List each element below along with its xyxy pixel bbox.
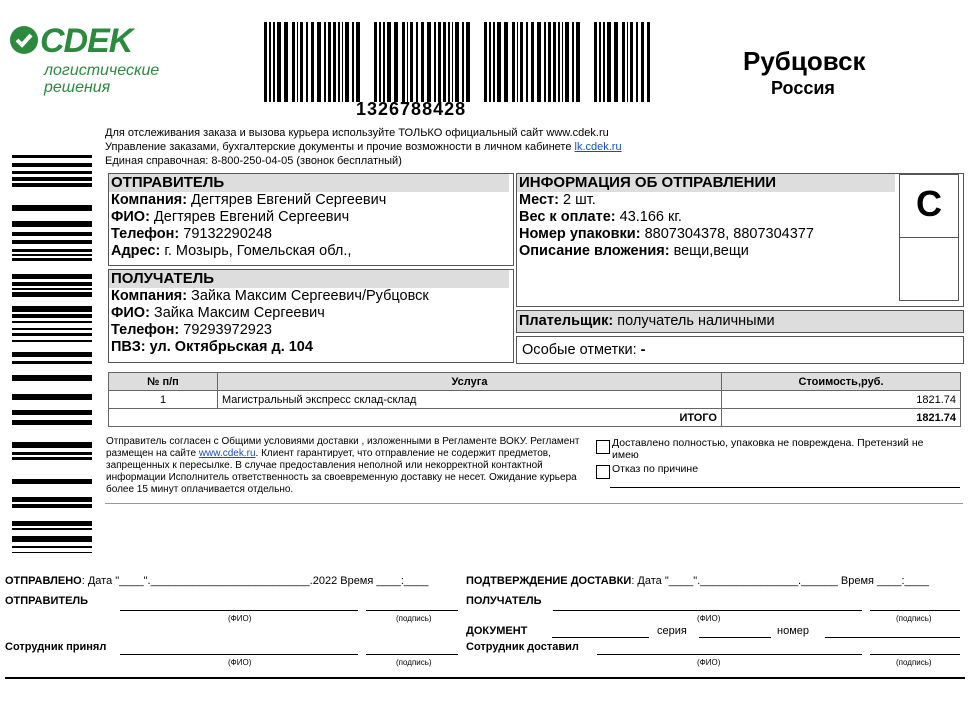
barcode-bar: [438, 22, 441, 102]
barcode-bar: [572, 22, 574, 102]
barcode-bar: [647, 22, 650, 102]
barcode-bar: [12, 361, 92, 364]
barcode-bar: [466, 22, 470, 102]
destination-city: Рубцовск: [743, 46, 866, 76]
barcode-bar: [12, 163, 92, 167]
doc-line[interactable]: [552, 637, 649, 638]
shipment-desc: Описание вложения: вещи,вещи: [519, 243, 749, 259]
cdek-link[interactable]: www.cdek.ru: [198, 448, 256, 459]
sender-phone: Телефон: 79132290248: [111, 226, 272, 242]
barcode-bar: [12, 504, 92, 508]
logo-tagline: логистические решения: [44, 62, 160, 96]
recipient-phone: Телефон: 79293972923: [111, 322, 272, 338]
barcode-bar: [12, 292, 92, 297]
barcode-bar: [12, 177, 92, 181]
barcode-bar: [12, 274, 92, 279]
barcode-bar: [630, 22, 633, 102]
barcode-bar: [12, 394, 92, 400]
barcode-bar: [324, 22, 326, 102]
barcode-bar: [562, 22, 563, 102]
barcode-bar: [12, 528, 92, 530]
col-service: Услуга: [218, 373, 722, 391]
barcode-bar: [517, 22, 518, 102]
barcode-bar: [636, 22, 638, 102]
shipment-code: С: [900, 175, 958, 238]
shipment-header: ИНФОРМАЦИЯ ОБ ОТПРАВЛЕНИИ: [517, 174, 895, 192]
payer-box: [516, 310, 964, 333]
barcode-bar: [594, 22, 597, 102]
barcode-bar: [520, 22, 523, 102]
barcode-bar: [352, 22, 354, 102]
divider: [105, 503, 963, 504]
side-barcode: [12, 155, 92, 553]
recipient-sign-line[interactable]: [870, 610, 960, 611]
tracking-number: 1326788428: [356, 99, 467, 119]
delivered-sign-line[interactable]: [870, 654, 960, 655]
barcode-bar: [641, 22, 644, 102]
barcode-bar: [526, 22, 528, 102]
barcode-bar: [12, 171, 92, 174]
barcode-bar: [497, 22, 501, 102]
barcode-bar: [12, 352, 92, 357]
barcode-bar: [452, 22, 453, 102]
sent-line: ОТПРАВЛЕНО: Дата "____".__________________________.2022 Время ____:____: [5, 575, 429, 587]
barcode-bar: [306, 22, 308, 102]
barcode-bar: [12, 479, 92, 484]
barcode-bar: [292, 22, 295, 102]
barcode-bar: [12, 420, 92, 425]
barcode-bar: [277, 22, 281, 102]
bottom-rule: [5, 677, 965, 679]
barcode-bar: [565, 22, 569, 102]
barcode-bar: [311, 22, 314, 102]
barcode-bar: [264, 22, 267, 102]
barcode-bar: [512, 22, 515, 102]
barcode-bar: [12, 258, 92, 261]
sign-caption: (подпись): [396, 658, 432, 667]
barcode-bar: [12, 521, 92, 526]
fio-caption: (ФИО): [228, 658, 252, 667]
barcode-bar: [12, 240, 92, 244]
recipient-company: Компания: Зайка Максим Сергеевич/Рубцовск: [111, 288, 429, 304]
sender-header: ОТПРАВИТЕЛЬ: [109, 174, 509, 192]
shipment-places: Мест: 2 шт.: [519, 192, 596, 208]
barcode-bar: [387, 22, 391, 102]
recipient-fio: ФИО: Зайка Максим Сергеевич: [111, 305, 325, 321]
table-total: [109, 409, 961, 427]
barcode-bar: [12, 546, 92, 548]
barcode-bar: [548, 22, 551, 102]
barcode-bar: [12, 552, 92, 553]
barcode-bar: [402, 22, 405, 102]
barcode-bar: [12, 282, 92, 286]
table-row: [109, 391, 961, 409]
sender-fio-line[interactable]: [120, 610, 358, 611]
barcode-bar: [599, 22, 601, 102]
barcode-bar: [300, 22, 303, 102]
number-line[interactable]: [825, 637, 960, 638]
accepted-sign-line[interactable]: [366, 654, 458, 655]
shipment-weight: Вес к оплате: 43.166 кг.: [519, 209, 682, 225]
shipment-box: [516, 173, 964, 307]
barcode-bar: [462, 22, 464, 102]
barcode-bar: [12, 536, 92, 542]
barcode-bar: [12, 457, 92, 460]
recipient-box: [108, 269, 514, 363]
tracking-barcode: [252, 22, 650, 102]
barcode-bar: [273, 22, 275, 102]
barcode-bar: [383, 22, 385, 102]
barcode-bar: [493, 22, 495, 102]
special-marks: Особые отметки: -: [522, 342, 646, 358]
cdek-logo-icon: [8, 24, 40, 56]
barcode-bar: [345, 22, 349, 102]
table-header: [109, 373, 961, 391]
barcode-bar: [297, 22, 298, 102]
sender-sign-line[interactable]: [366, 610, 458, 611]
barcode-bar: [455, 22, 459, 102]
barcode-bar: [269, 22, 271, 102]
fio-caption: (ФИО): [228, 614, 252, 623]
marks-box: [516, 336, 964, 364]
confirm-line: ПОДТВЕРЖДЕНИЕ ДОСТАВКИ: Дата "____".________________.______ Время ____:____: [466, 575, 930, 587]
barcode-bar: [342, 22, 343, 102]
barcode-bar: [328, 22, 331, 102]
barcode-bar: [12, 328, 92, 330]
barcode-bar: [333, 22, 336, 102]
barcode-bar: [12, 314, 92, 318]
accepted-fio-line[interactable]: [120, 654, 358, 655]
barcode-bar: [553, 22, 556, 102]
refuse-line: [610, 487, 960, 488]
barcode-bar: [12, 442, 92, 448]
barcode-bar: [504, 22, 508, 102]
row-cost: 1821.74: [722, 391, 961, 409]
sign-caption: (подпись): [896, 614, 932, 623]
barcode-bar: [356, 22, 360, 102]
info-line-1: Для отслеживания заказа и вызова курьера используйте ТОЛЬКО официальный сайт www.cdek.ru: [105, 127, 609, 139]
barcode-bar: [484, 22, 487, 102]
barcode-bar: [603, 22, 605, 102]
barcode-bar: [407, 22, 408, 102]
destination-country: Россия: [771, 78, 835, 98]
barcode-bar: [12, 183, 92, 187]
services-table: [108, 372, 961, 427]
sign-caption: (подпись): [896, 658, 932, 667]
barcode-bar: [12, 254, 92, 256]
barcode-bar: [12, 232, 92, 236]
barcode-bar: [489, 22, 491, 102]
shipment-pack: Номер упаковки: 8807304378, 8807304377: [519, 226, 814, 242]
fio-caption: (ФИО): [697, 614, 721, 623]
lk-link[interactable]: lk.cdek.ru: [574, 141, 622, 153]
recipient-pvz: ПВЗ: ул. Октябрьская д. 104: [111, 339, 313, 355]
total-value: 1821.74: [722, 409, 961, 427]
barcode-bar: [317, 22, 321, 102]
sender-company: Компания: Дегтярев Евгений Сергеевич: [111, 192, 387, 208]
barcode-bar: [537, 22, 541, 102]
series-line[interactable]: [699, 637, 771, 638]
delivered-text: Доставлено полностью, упаковка не повреждена. Претензий не имею: [612, 437, 924, 461]
series-label: серия: [657, 625, 687, 637]
recipient-fio-line[interactable]: [553, 610, 862, 611]
recipient-header: ПОЛУЧАТЕЛЬ: [109, 270, 509, 288]
total-label: ИТОГО: [109, 409, 722, 427]
barcode-bar: [607, 22, 611, 102]
sender-address: Адрес: г. Мозырь, Гомельская обл.,: [111, 243, 352, 259]
sender-fio: ФИО: Дегтярев Евгений Сергеевич: [111, 209, 350, 225]
barcode-bar: [12, 375, 92, 381]
row-service: Магистральный экспресс склад-склад: [218, 391, 722, 409]
payer: Плательщик: получатель наличными: [519, 313, 775, 329]
refuse-checkbox[interactable]: [596, 465, 610, 479]
barcode-bar: [12, 333, 92, 336]
barcode-bar: [410, 22, 413, 102]
logo-title: CDEK: [40, 22, 133, 60]
barcode-bar: [12, 306, 92, 312]
accepted-label: Сотрудник принял: [5, 641, 107, 653]
code-box: [899, 174, 959, 301]
sender-sign-label: ОТПРАВИТЕЛЬ: [5, 595, 89, 607]
barcode-bar: [421, 22, 424, 102]
barcode-bar: [531, 22, 534, 102]
refuse-text: Отказ по причине: [612, 463, 699, 475]
barcode-bar: [12, 221, 92, 227]
info-line-3: Единая справочная: 8-800-250-04-05 (звонок бесплатный): [105, 155, 402, 167]
sign-caption: (подпись): [396, 614, 432, 623]
terms-text: Отправитель согласен с Общими условиями доставки , изложенными в Регламенте ВОКУ. Регламент размещен на сайте www.cdek.ru. Клиент гарантирует, что отправление не содержит предметов, запрещенных к пересылке. В случае предоставления неполной или некорректной контактной информации Исполнитель ответственность за своевременную доставку не несет. Ожидание курьера более 15 минут оплачивается отдельно.: [106, 436, 580, 495]
recipient-sign-label: ПОЛУЧАТЕЛЬ: [466, 595, 542, 607]
barcode-bar: [576, 22, 580, 102]
barcode-bar: [394, 22, 398, 102]
barcode-bar: [12, 410, 92, 415]
barcode-bar: [622, 22, 625, 102]
sender-box: [108, 173, 514, 266]
col-num: № п/п: [109, 373, 218, 391]
barcode-bar: [448, 22, 450, 102]
barcode-bar: [12, 340, 92, 342]
barcode-bar: [12, 497, 92, 502]
barcode-bar: [12, 288, 92, 290]
barcode-bar: [443, 22, 446, 102]
delivered-checkbox[interactable]: [596, 440, 610, 454]
barcode-bar: [12, 155, 92, 158]
barcode-bar: [627, 22, 628, 102]
barcode-bar: [558, 22, 560, 102]
barcode-bar: [379, 22, 381, 102]
delivered-fio-line[interactable]: [597, 654, 862, 655]
doc-label: ДОКУМЕНТ: [466, 625, 528, 637]
barcode-bar: [434, 22, 436, 102]
fio-caption: (ФИО): [697, 658, 721, 667]
info-line-2: Управление заказами, бухгалтерские документы и прочие возможности в личном кабинете lk.cdek.ru: [105, 141, 622, 153]
barcode-bar: [416, 22, 418, 102]
barcode-bar: [338, 22, 340, 102]
barcode-bar: [374, 22, 377, 102]
barcode-bar: [12, 249, 92, 252]
number-label: номер: [777, 625, 809, 637]
barcode-bar: [12, 205, 92, 211]
col-cost: Стоимость,руб.: [722, 373, 961, 391]
barcode-bar: [614, 22, 618, 102]
barcode-bar: [12, 452, 92, 455]
barcode-bar: [427, 22, 431, 102]
barcode-bar: [544, 22, 546, 102]
row-num: 1: [109, 391, 218, 409]
barcode-bar: [12, 321, 92, 323]
barcode-bar: [284, 22, 288, 102]
delivered-label: Сотрудник доставил: [466, 641, 579, 653]
